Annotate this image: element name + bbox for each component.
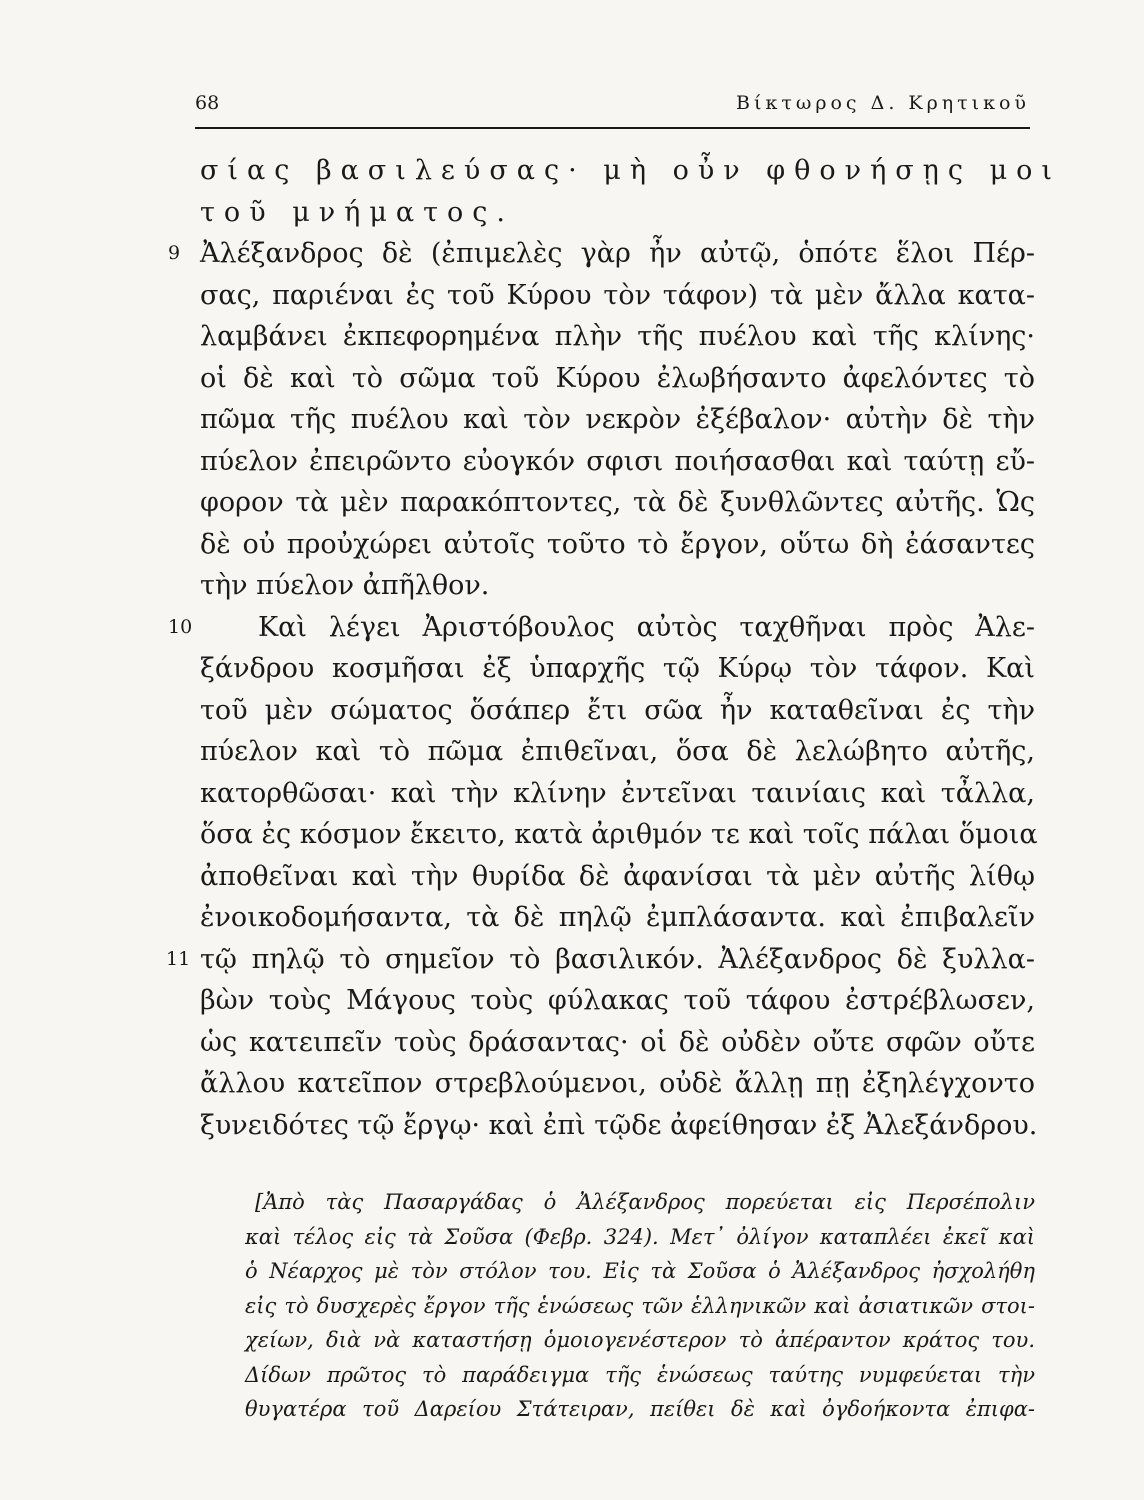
- line-text: λαμβάνει ἐκπεφορημένα πλὴν τῆς πυέλου καὶ τῆς κλίνης·: [200, 321, 1035, 352]
- text-line: [200, 150, 1061, 192]
- page-number: 68: [195, 92, 220, 114]
- line-text: τοῦ μὲν σώματος ὅσάπερ ἔτι σῶα ἦν καταθεῖναι ἐς τὴν: [200, 694, 1035, 726]
- text-line: [200, 399, 1035, 441]
- note-line: χείων, διὰ νὰ καταστήσῃ ὁμοιογενέστερον τὸ ἀπέραντον κράτος του.: [245, 1328, 1035, 1352]
- text-line: [200, 690, 1035, 732]
- text-line: [200, 358, 1035, 400]
- line-text: τοῦ μνήματος.: [200, 196, 515, 228]
- text-line: [200, 1022, 1035, 1064]
- text-line: [200, 316, 1035, 358]
- text-line: [200, 524, 1035, 566]
- text-line: [200, 897, 1035, 939]
- note-line: ὁ Νέαρχος μὲ τὸν στόλον του. Εἰς τὰ Σοῦσα ὁ Ἀλέξανδρος ἠσχολήθη: [245, 1259, 1035, 1283]
- line-text: σίας βασιλεύσας· μὴ οὖν φθονήσῃς μοι: [200, 155, 1061, 186]
- text-line: [200, 275, 1035, 317]
- text-line: [200, 192, 1035, 234]
- note-line: καὶ τέλος εἰς τὰ Σοῦσα (Φεβρ. 324). Μετ᾽ ὀλίγον καταπλέει ἐκεῖ καὶ: [245, 1224, 1035, 1249]
- text-line: [200, 814, 1038, 856]
- line-text: βὼν τοὺς Μάγους τοὺς φύλακας τοῦ τάφου ἐστρέβλωσεν,: [200, 985, 1035, 1016]
- note-line: θυγατέρα τοῦ Δαρείου Στάτειραν, πείθει δὲ καὶ ὀγδοήκοντα ἐπιφα-: [245, 1397, 1035, 1421]
- section-number: 11: [166, 947, 191, 970]
- header-rule: [195, 127, 1030, 129]
- editorial-note: [245, 1185, 1035, 1427]
- line-text: πύελον ἐπειρῶντο εὐογκόν σφισι ποιήσασθαι καὶ ταύτῃ εὔ-: [200, 445, 1035, 477]
- line-text: ξυνειδότες τῷ ἔργῳ· καὶ ἐπὶ τῷδε ἀφείθησαν ἐξ Ἀλεξάνδρου.: [200, 1109, 1038, 1141]
- text-line: [200, 1105, 1038, 1147]
- line-text: Καὶ λέγει Ἀριστόβουλος αὐτὸς ταχθῆναι πρὸς Ἀλε-: [258, 611, 1035, 643]
- text-line: [200, 441, 1035, 483]
- line-text: πῶμα τῆς πυέλου καὶ τὸν νεκρὸν ἐξέβαλον· αὐτὴν δὲ τὴν: [200, 404, 1035, 435]
- section-number: 9: [168, 242, 181, 264]
- line-text: ὅσα ἐς κόσμον ἔκειτο, κατὰ ἀριθμόν τε καὶ τοῖς πάλαι ὅμοια: [200, 819, 1038, 850]
- section-number: 10: [168, 615, 193, 638]
- line-text: ἄλλου κατεῖπον στρεβλούμενοι, οὐδὲ ἄλλῃ πῃ ἐξηλέγχοντο: [200, 1068, 1035, 1099]
- note-line: [Ἀπὸ τὰς Πασαργάδας ὁ Ἀλέξανδρος πορεύεται εἰς Περσέπολιν: [255, 1190, 1035, 1214]
- text-line: [200, 980, 1035, 1022]
- line-text: τὴν πύελον ἀπῆλθον.: [200, 570, 490, 601]
- line-text: Ἀλέξανδρος δὲ (ἐπιμελὲς γὰρ ἦν αὐτῷ, ὁπότε ἕλοι Πέρ-: [200, 238, 1035, 269]
- line-text: οἱ δὲ καὶ τὸ σῶμα τοῦ Κύρου ἐλωβήσαντο ἀφελόντες τὸ: [200, 362, 1035, 394]
- text-line: [200, 565, 1035, 607]
- line-text: ἀποθεῖναι καὶ τὴν θυρίδα δὲ ἀφανίσαι τὰ μὲν αὐτῆς λίθῳ: [200, 860, 1035, 892]
- line-text: πύελον καὶ τὸ πῶμα ἐπιθεῖναι, ὅσα δὲ λελώβητο αὐτῆς,: [200, 736, 1035, 767]
- line-text: δὲ οὐ προὐχώρει αὐτοῖς τοῦτο τὸ ἔργον, οὕτω δὴ ἐάσαντες: [200, 528, 1035, 560]
- line-text: κατορθῶσαι· καὶ τὴν κλίνην ἐντεῖναι ταινίαις καὶ τἆλλα,: [200, 777, 1035, 809]
- line-text: σας, παριέναι ἐς τοῦ Κύρου τὸν τάφον) τὰ μὲν ἄλλα κατα-: [200, 279, 1035, 311]
- line-text: φορον τὰ μὲν παρακόπτοντες, τὰ δὲ ξυνθλῶντες αὐτῆς. Ὡς: [200, 487, 1035, 518]
- line-text: ξάνδρου κοσμῆσαι ἐξ ὑπαρχῆς τῷ Κύρῳ τὸν τάφον. Καὶ: [200, 653, 1035, 684]
- page-header: [195, 92, 1030, 122]
- text-line: [166, 939, 1035, 981]
- text-line: [168, 607, 1035, 649]
- text-line: [200, 731, 1035, 773]
- text-line: [200, 482, 1035, 524]
- line-text: ἐνοικοδομήσαντα, τὰ δὲ πηλῷ ἐμπλάσαντα. καὶ ἐπιβαλεῖν: [200, 902, 1035, 933]
- text-line: [200, 773, 1035, 815]
- running-title: Βίκτωρος Δ. Κρητικοῦ: [736, 92, 1030, 114]
- note-line: Δίδων πρῶτος τὸ παράδειγμα τῆς ἑνώσεως ταύτης νυμφεύεται τὴν: [245, 1362, 1035, 1387]
- line-text: τῷ πηλῷ τὸ σημεῖον τὸ βασιλικόν. Ἀλέξανδρος δὲ ξυλλα-: [200, 943, 1035, 975]
- text-line: [200, 856, 1035, 898]
- line-text: ὡς κατειπεῖν τοὺς δράσαντας· οἱ δὲ οὐδὲν οὔτε σφῶν οὔτε: [200, 1026, 1035, 1058]
- text-line: [200, 648, 1035, 690]
- note-line: εἰς τὸ δυσχερὲς ἔργον τῆς ἑνώσεως τῶν ἑλληνικῶν καὶ ἀσιατικῶν στοι-: [245, 1293, 1035, 1318]
- main-text: [166, 150, 1061, 1146]
- text-line: [168, 233, 1035, 275]
- text-line: [200, 1063, 1035, 1105]
